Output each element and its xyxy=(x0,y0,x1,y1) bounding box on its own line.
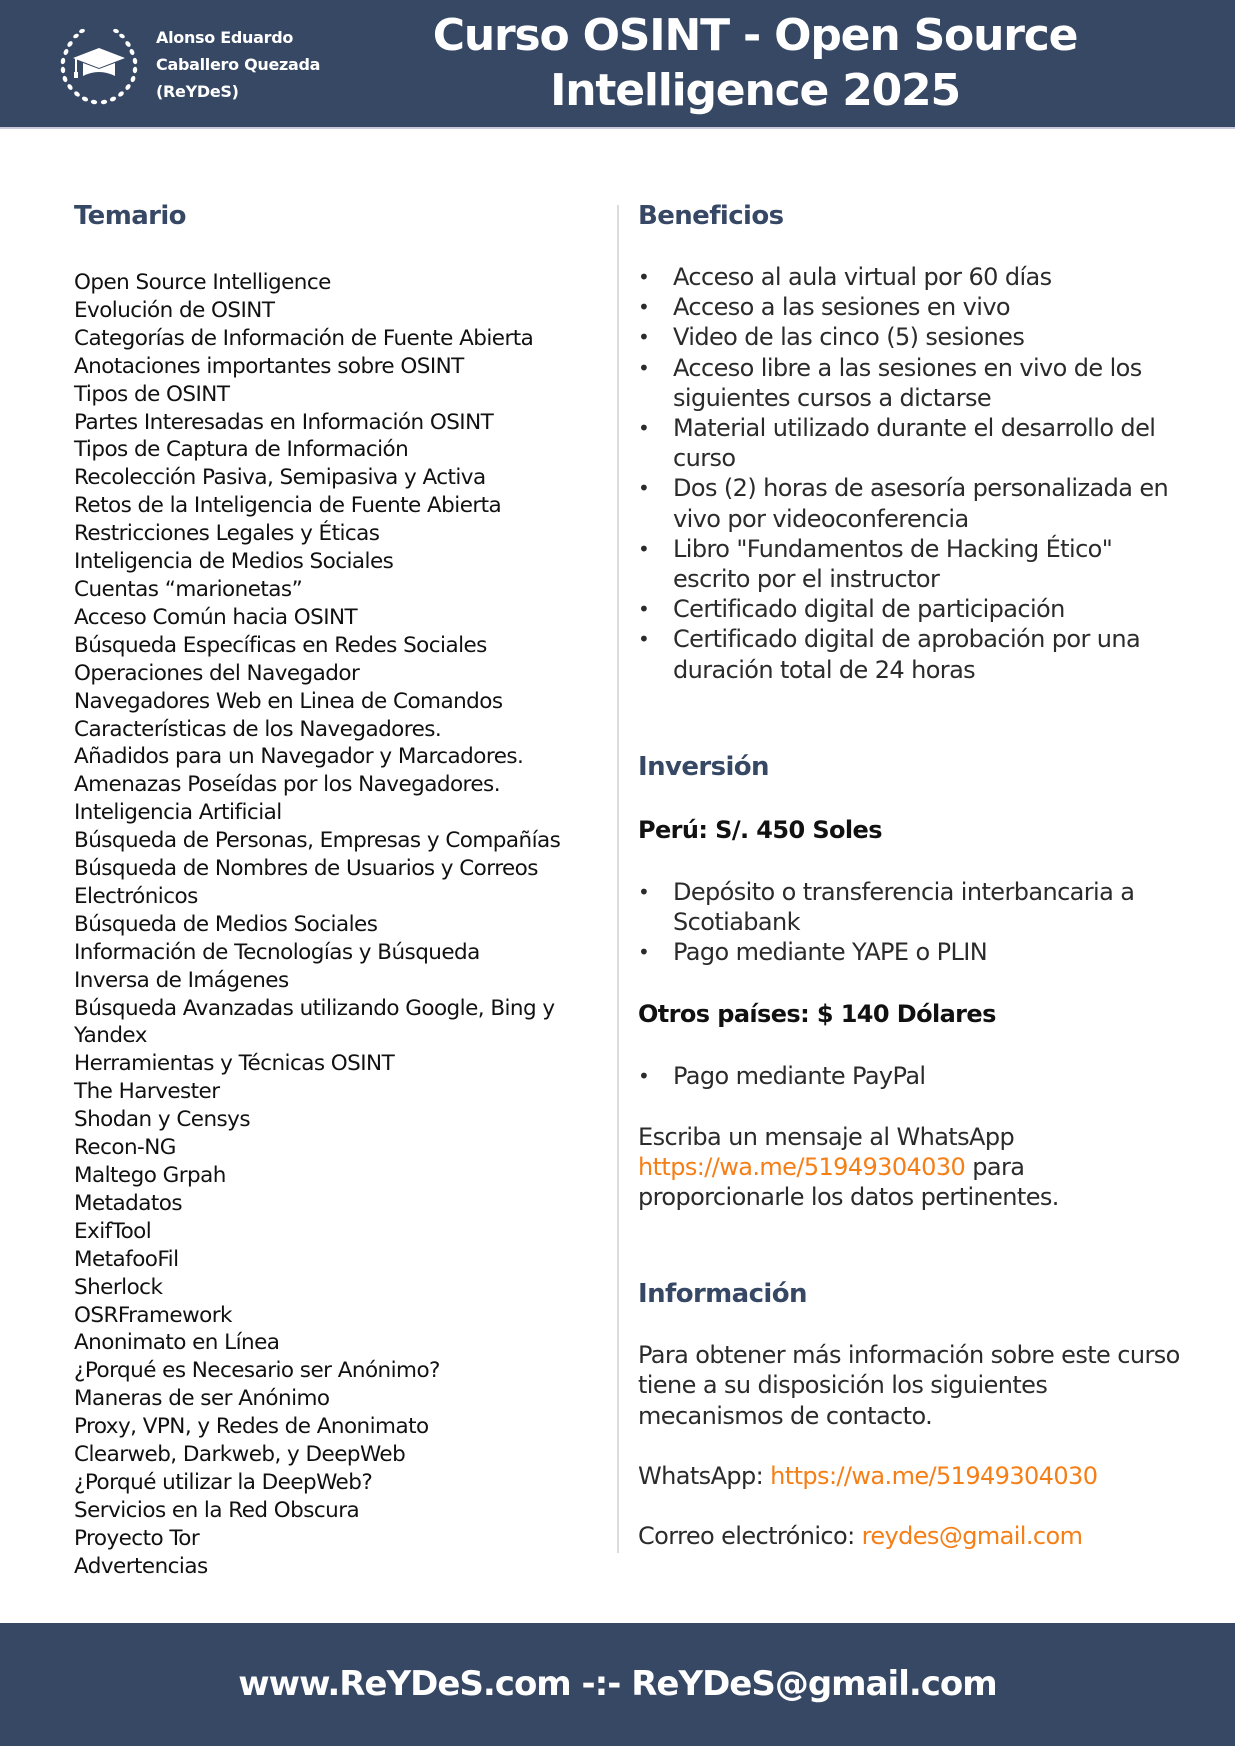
topic-item: Proxy, VPN, y Redes de Anonimato xyxy=(74,1414,429,1440)
benefit-item xyxy=(638,624,1188,684)
temario-title: Temario xyxy=(74,201,186,231)
benefit-item-text: Acceso al aula virtual por 60 días xyxy=(673,263,1052,291)
topic-item: Recon-NG xyxy=(74,1135,176,1161)
whatsapp-link[interactable]: https://wa.me/51949304030 xyxy=(638,1152,966,1181)
bullet-icon: • xyxy=(638,1064,650,1089)
informacion-intro: Para obtener más información sobre este curso tiene a su disposición los siguientes mecanismos de contacto. xyxy=(638,1341,1180,1430)
topic-item: Partes Interesadas en Información OSINT xyxy=(74,409,494,435)
topic-item: MetafooFil xyxy=(74,1246,179,1272)
email-label: Correo electrónico: xyxy=(638,1522,862,1551)
footer-banner xyxy=(0,1623,1235,1746)
payment-method-item xyxy=(638,877,1188,937)
topic-item: ExifTool xyxy=(74,1218,152,1244)
topic-item: ¿Porqué utilizar la DeepWeb? xyxy=(74,1469,373,1495)
author-line: Alonso Eduardo xyxy=(156,28,294,47)
topic-item: Evolución de OSINT xyxy=(74,297,275,323)
topic-item: Búsqueda de Nombres de Usuarios y Correos xyxy=(74,856,538,882)
right-column xyxy=(638,200,1188,1551)
topic-item: Anonimato en Línea xyxy=(74,1330,280,1356)
author-line: Caballero Quezada xyxy=(156,55,321,74)
topic-item: Amenazas Poseídas por los Navegadores. xyxy=(74,772,500,798)
payment-method-item-text: Depósito o transferencia interbancaria a Scotiabank xyxy=(673,877,1135,937)
topic-item: Inteligencia de Medios Sociales xyxy=(74,549,394,575)
topic-item: Maneras de ser Anónimo xyxy=(74,1386,330,1412)
benefit-item xyxy=(638,534,1188,594)
whatsapp-label: WhatsApp: xyxy=(638,1461,771,1490)
graduation-cap-laurel-icon xyxy=(56,22,142,106)
inversion-section xyxy=(638,751,1188,1212)
topic-item: Sherlock xyxy=(74,1274,163,1300)
topic-item: Advertencias xyxy=(74,1553,208,1579)
informacion-title: Información xyxy=(638,1279,807,1310)
topic-item: Maltego Grpah xyxy=(74,1163,226,1188)
topic-item: The Harvester xyxy=(74,1079,220,1105)
topic-item: Búsqueda de Personas, Empresas y Compañías xyxy=(74,828,561,854)
topic-item: Búsqueda Avanzadas utilizando Google, Bing y xyxy=(74,995,555,1021)
other-countries-price: Otros países: $ 140 Dólares xyxy=(638,1000,996,1029)
whatsapp-contact-link[interactable]: https://wa.me/51949304030 xyxy=(770,1461,1098,1490)
beneficios-title: Beneficios xyxy=(638,201,784,231)
benefit-item-text: Certificado digital de participación xyxy=(673,595,1065,624)
benefit-item xyxy=(638,262,1188,292)
payment-method-item xyxy=(638,937,1188,967)
payment-method-item-text: Pago mediante PayPal xyxy=(673,1062,926,1091)
email-link[interactable]: reydes@gmail.com xyxy=(861,1522,1083,1551)
whatsapp-note-before: Escriba un mensaje al WhatsApp xyxy=(638,1122,1015,1151)
benefit-item xyxy=(638,353,1188,413)
benefit-item-text: Dos (2) horas de asesoría personalizada en vivo por videoconferencia xyxy=(673,474,1169,533)
topic-item: Open Source Intelligence xyxy=(74,270,331,295)
bullet-icon: • xyxy=(638,295,650,320)
topic-item: Información de Tecnologías y Búsqueda xyxy=(74,939,480,965)
bullet-icon: • xyxy=(638,536,650,561)
email-contact xyxy=(638,1521,1188,1551)
benefit-item-text: Acceso libre a las sesiones en vivo de los siguientes cursos a dictarse xyxy=(673,353,1142,412)
topic-item: Inversa de Imágenes xyxy=(74,967,289,993)
topic-item: Tipos de OSINT xyxy=(74,381,230,407)
benefit-item xyxy=(638,594,1188,624)
topic-item: Búsqueda de Medios Sociales xyxy=(74,911,378,937)
topic-item: Electrónicos xyxy=(74,883,198,909)
topic-item: Cuentas “marionetas” xyxy=(74,576,303,602)
page-title xyxy=(400,8,1110,118)
benefit-item xyxy=(638,473,1188,533)
bullet-icon: • xyxy=(638,476,650,501)
topic-item: Categorías de Información de Fuente Abierta xyxy=(74,325,534,351)
whatsapp-contact xyxy=(638,1461,1188,1491)
topic-item: OSRFramework xyxy=(74,1302,232,1328)
topic-item: Restricciones Legales y Éticas xyxy=(74,521,380,547)
topic-item: Proyecto Tor xyxy=(74,1525,200,1551)
bullet-icon: • xyxy=(638,265,650,289)
footer-contact-text: www.ReYDeS.com -:- ReYDeS@gmail.com xyxy=(238,1664,997,1704)
topic-item: Servicios en la Red Obscura xyxy=(74,1497,360,1523)
benefit-item-text: Certificado digital de aprobación por una duración total de 24 horas xyxy=(673,625,1141,684)
bullet-icon: • xyxy=(638,627,650,652)
topic-item: Características de los Navegadores. xyxy=(74,716,442,742)
topic-item: Navegadores Web en Linea de Comandos xyxy=(74,688,503,714)
benefit-item-text: Video de las cinco (5) sesiones xyxy=(673,323,1025,352)
benefit-item xyxy=(638,413,1188,473)
header-banner xyxy=(0,0,1235,129)
topic-item: Retos de la Inteligencia de Fuente Abierta xyxy=(74,493,502,519)
topic-item: Añadidos para un Navegador y Marcadores. xyxy=(74,744,524,770)
topic-item: Operaciones del Navegador xyxy=(74,660,360,686)
topic-item: Acceso Común hacia OSINT xyxy=(74,604,358,630)
bullet-icon: • xyxy=(638,940,650,965)
author-line: (ReYDeS) xyxy=(156,82,239,101)
benefit-item-text: Libro "Fundamentos de Hacking Ético" escrito por el instructor xyxy=(673,534,1113,594)
payment-method-item xyxy=(638,1061,1188,1091)
temario-section xyxy=(74,200,614,1581)
topic-list xyxy=(74,269,614,1581)
topic-item: Búsqueda Específicas en Redes Sociales xyxy=(74,632,487,658)
benefit-item xyxy=(638,322,1188,352)
other-payment-methods xyxy=(638,1061,1188,1091)
bullet-icon: • xyxy=(638,416,650,441)
inversion-title: Inversión xyxy=(638,751,769,782)
topic-item: Herramientas y Técnicas OSINT xyxy=(74,1051,395,1077)
column-divider xyxy=(617,205,619,1553)
benefit-list xyxy=(638,262,1188,685)
bullet-icon: • xyxy=(638,879,650,904)
bullet-icon: • xyxy=(638,355,650,380)
whatsapp-note xyxy=(638,1122,1188,1213)
peru-payment-methods xyxy=(638,877,1188,968)
informacion-section xyxy=(638,1278,1188,1551)
peru-price: Perú: S/. 450 Soles xyxy=(638,815,882,844)
topic-item: Tipos de Captura de Información xyxy=(74,437,409,463)
topic-item: ¿Porqué es Necesario ser Anónimo? xyxy=(74,1358,440,1384)
topic-item: Clearweb, Darkweb, y DeepWeb xyxy=(74,1442,406,1468)
author-name xyxy=(156,24,320,105)
topic-item: Metadatos xyxy=(74,1190,183,1216)
topic-item: Yandex xyxy=(74,1023,147,1049)
topic-item: Recolección Pasiva, Semipasiva y Activa xyxy=(74,465,486,491)
beneficios-section xyxy=(638,200,1188,685)
benefit-item xyxy=(638,292,1188,322)
benefit-item-text: Acceso a las sesiones en vivo xyxy=(673,293,1011,322)
topic-item: Shodan y Censys xyxy=(74,1107,251,1133)
topic-item: Inteligencia Artificial xyxy=(74,800,282,826)
bullet-icon: • xyxy=(638,325,650,350)
whatsapp-note-after: para proporcionarle los datos pertinentes. xyxy=(638,1152,1059,1212)
title-line: Curso OSINT - Open Source xyxy=(432,10,1078,61)
title-line: Intelligence 2025 xyxy=(550,65,960,116)
benefit-item-text: Material utilizado durante el desarrollo del curso xyxy=(673,414,1156,473)
bullet-icon: • xyxy=(638,597,650,622)
payment-method-item-text: Pago mediante YAPE o PLIN xyxy=(673,938,988,967)
topic-item: Anotaciones importantes sobre OSINT xyxy=(74,353,464,379)
